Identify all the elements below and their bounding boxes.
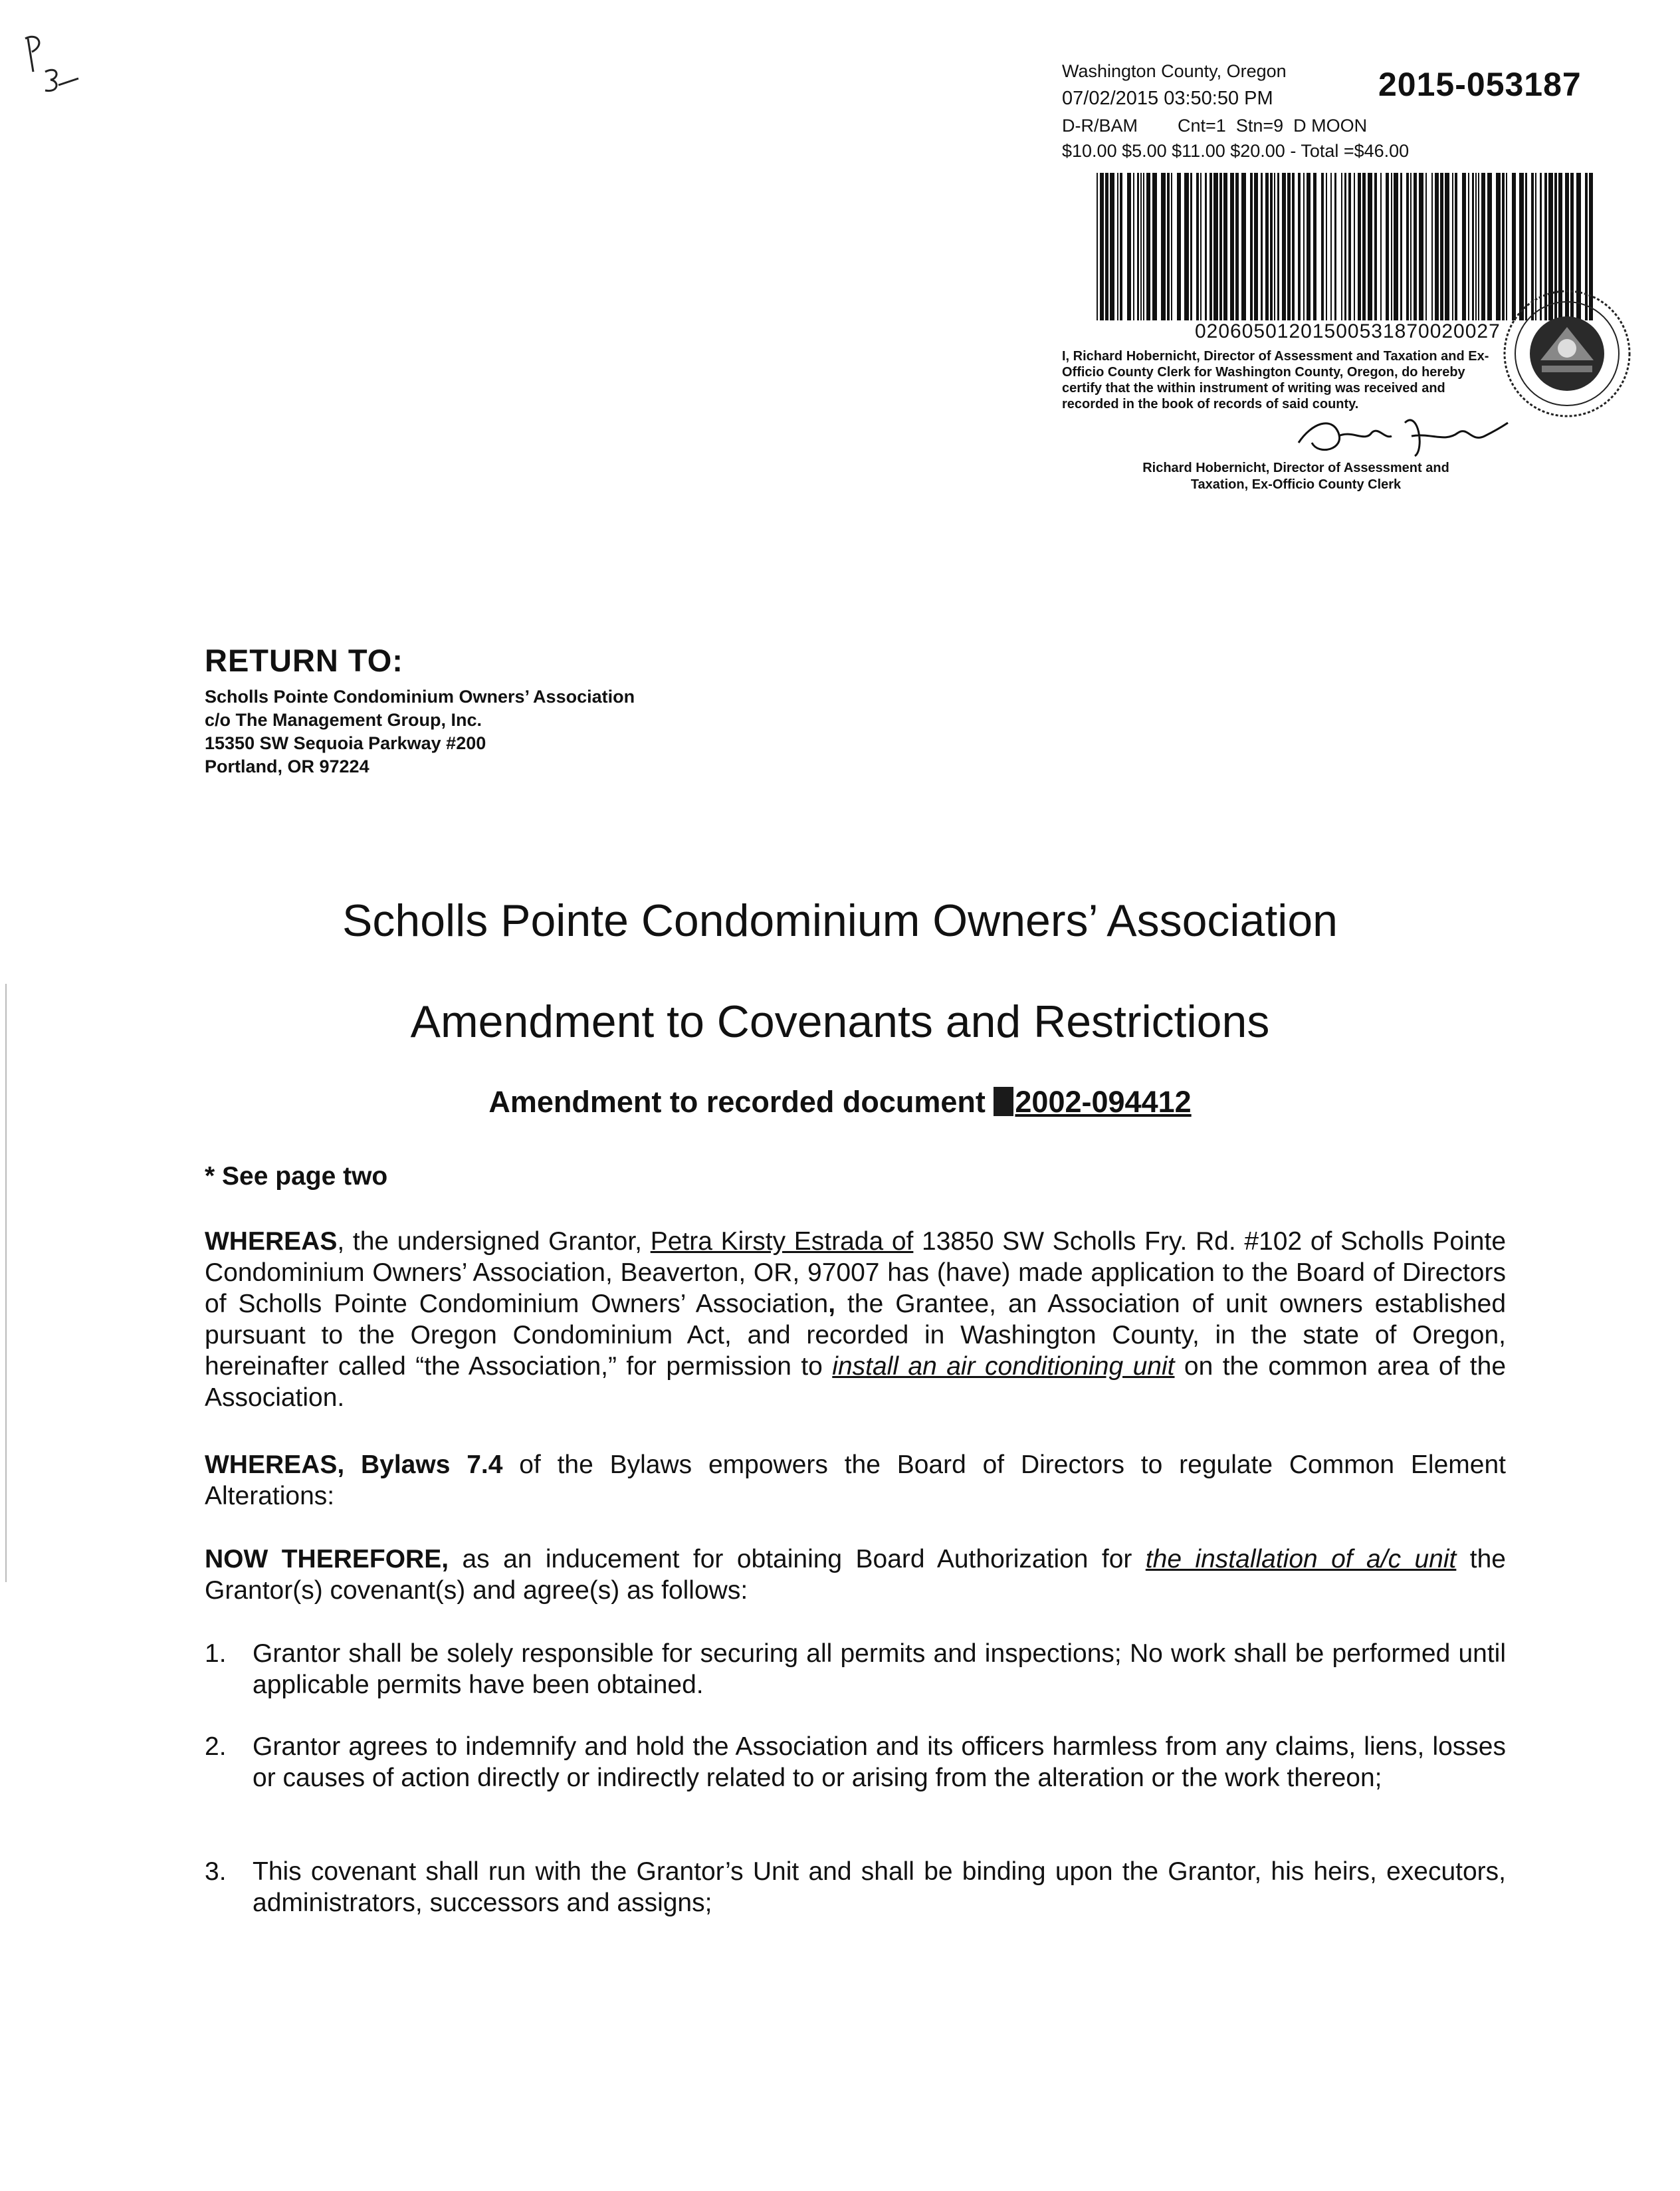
covenant-text: Grantor agrees to indemnify and hold the Association and its officers harmless from any claims, liens, losses or causes of action directly or indirectly related to or arising from the alteration or the work thereon;	[253, 1732, 1506, 1792]
whereas-paragraph-1	[205, 1226, 1506, 1413]
covenant-number: 3.	[205, 1857, 227, 1886]
p1-comma: ,	[828, 1290, 836, 1318]
p1-text5: on the common area of the Association.	[205, 1352, 1507, 1412]
covenant-text: Grantor shall be solely responsible for securing all permits and inspections; No work shall be performed until applicable permits have been obtained.	[253, 1639, 1506, 1699]
clerk-name-title	[1083, 460, 1509, 493]
now-therefore-paragraph	[205, 1544, 1506, 1606]
county-seal	[1501, 287, 1633, 420]
covenant-item	[205, 1638, 1506, 1700]
recording-county: Washington County, Oregon	[1062, 61, 1287, 81]
document-title-association: Scholls Pointe Condominium Owners’ Association	[342, 895, 1338, 946]
recording-datetime: 07/02/2015 03:50:50 PM	[1062, 88, 1273, 109]
p2-lead: WHEREAS, Bylaws 7.4	[205, 1450, 503, 1479]
requested-alteration: install an air conditioning unit	[832, 1352, 1175, 1381]
grantor-name: Petra Kirsty Estrada of	[650, 1227, 914, 1256]
return-to-line: 15350 SW Sequoia Parkway #200	[205, 733, 486, 753]
covenant-item	[205, 1856, 1506, 1918]
document-title-amendment: Amendment to Covenants and Restrictions	[410, 996, 1270, 1047]
covenant-number: 1.	[205, 1639, 227, 1668]
recording-codes: D-R/BAM Cnt=1 Stn=9 D MOON	[1062, 116, 1368, 136]
subtitle-prefix: Amendment to recorded document	[488, 1085, 994, 1119]
p1-text2: 13850 SW Scholls Fry. Rd. #102 of Scholls Pointe Condominium Owners’ Association, Beaverton, OR, 97007 has (have) made application to the Board of Directors of Scholls Pointe Condominium Owners’ Association	[205, 1227, 1507, 1318]
p2-text: of the Bylaws empowers the Board of Directors to regulate Common Element Alterations:	[205, 1450, 1506, 1510]
scan-edge-line	[5, 984, 7, 1582]
p1-text1: , the undersigned Grantor,	[337, 1227, 651, 1256]
clerk-name-line1: Richard Hobernicht, Director of Assessment and	[1142, 461, 1449, 475]
p3-text1: as an inducement for obtaining Board Authorization for	[449, 1545, 1146, 1573]
return-to-line: Portland, OR 97224	[205, 756, 369, 776]
margin-handwritten-note	[19, 32, 92, 105]
see-page-note: * See page two	[205, 1162, 388, 1191]
recording-fees: $10.00 $5.00 $11.00 $20.00 - Total =$46.00	[1062, 141, 1410, 161]
p1-text4: the Grantee, an Association of unit owners established pursuant to the Oregon Condominium Act, and recorded in Washington County, in the state of Oregon, hereinafter called “the Association,” for permission to	[205, 1290, 1507, 1381]
p3-text2: the Grantor(s) covenant(s) and agree(s) as follows:	[205, 1545, 1506, 1605]
redaction-mark	[994, 1087, 1013, 1116]
referenced-document	[994, 1085, 1191, 1119]
referenced-document-number: 2002-094412	[1015, 1085, 1192, 1119]
return-to-block	[205, 642, 869, 778]
covenant-text: This covenant shall run with the Grantor’s Unit and shall be binding upon the Grantor, his heirs, executors, administrators, successors and assigns;	[253, 1857, 1506, 1917]
clerk-name-line2: Taxation, Ex-Officio County Clerk	[1190, 477, 1402, 492]
clerk-signature	[1292, 396, 1511, 467]
recording-number: 2015-053187	[1378, 66, 1582, 103]
clerk-certification: I, Richard Hobernicht, Director of Assessment and Taxation and Ex-Officio County Clerk for Washington County, Oregon, do hereby certify that the within instrument of writing was received and recorded in the book of records of said county.	[1062, 349, 1489, 411]
return-to-line: c/o The Management Group, Inc.	[205, 710, 482, 730]
document-subtitle	[0, 1085, 1680, 1119]
p1-lead: WHEREAS	[205, 1227, 338, 1256]
return-to-line: Scholls Pointe Condominium Owners’ Association	[205, 687, 635, 707]
barcode-digits: 02060501201500531870020027	[1195, 320, 1501, 342]
p3-lead: NOW THEREFORE,	[205, 1545, 449, 1573]
return-to-heading: RETURN TO:	[205, 643, 403, 678]
authorized-alteration: the installation of a/c unit	[1145, 1545, 1457, 1573]
whereas-paragraph-2	[205, 1449, 1506, 1512]
covenant-item	[205, 1731, 1506, 1793]
covenant-number: 2.	[205, 1732, 227, 1761]
